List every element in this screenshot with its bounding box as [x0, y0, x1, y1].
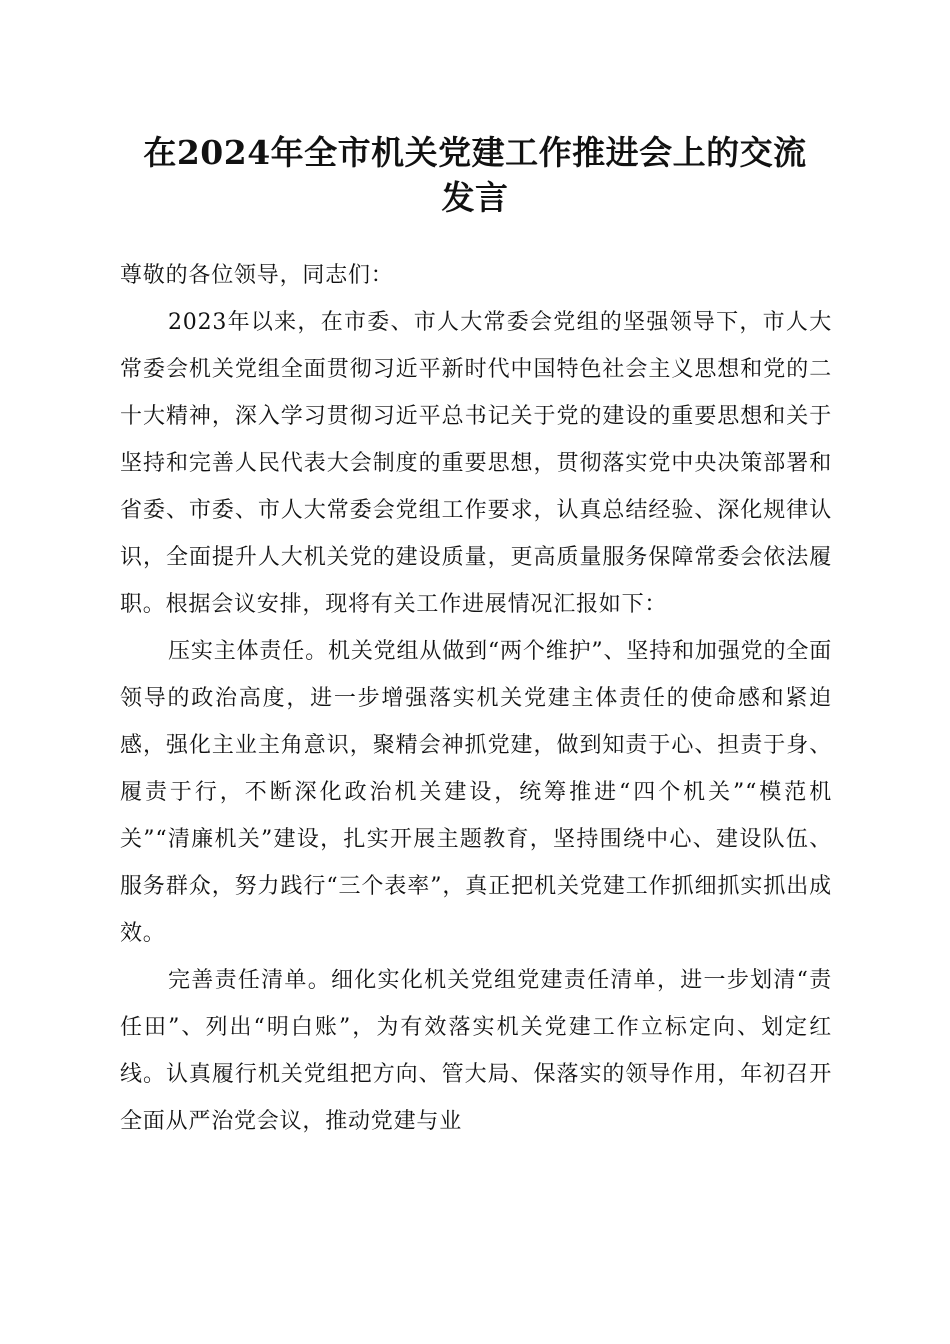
paragraph-responsibility: 压实主体责任。机关党组从做到“两个维护”、坚持和加强党的全面领导的政治高度，进一步增强落实机关党建主体责任的使命感和紧迫感，强化主业主角意识，聚精会神抓党建，做到知责于心、担责于身、履责于行，不断深化政治机关建设，统筹推进“四个机关”“模范机关”“清廉机关”建设，扎实开展主题教育，坚持围绕中心、建设队伍、服务群众，努力践行“三个表率”，真正把机关党建工作抓细抓实抓出成效。	[120, 639, 832, 946]
document-title	[110, 130, 840, 220]
paragraph-intro: 2023年以来，在市委、市人大常委会党组的坚强领导下，市人大常委会机关党组全面贯彻习近平新时代中国特色社会主义思想和党的二十大精神，深入学习贯彻习近平总书记关于党的建设的重要思想和关于坚持和完善人民代表大会制度的重要思想，贯彻落实党中央决策部署和省委、市委、市人大常委会党组工作要求，认真总结经验、深化规律认识，全面提升人大机关党的建设质量，更高质量服务保障常委会依法履职。根据会议安排，现将有关工作进展情况汇报如下：	[120, 310, 832, 617]
document-body	[120, 252, 832, 1145]
salutation: 尊敬的各位领导，同志们：	[120, 263, 394, 288]
title-line-1: 在2024年全市机关党建工作推进会上的交流	[143, 133, 807, 172]
paragraph-checklist: 完善责任清单。细化实化机关党组党建责任清单，进一步划清“责任田”、列出“明白账”，为有效落实机关党建工作立标定向、划定红线。认真履行机关党组把方向、管大局、保落实的领导作用，年初召开全面从严治党会议，推动党建与业	[120, 968, 832, 1134]
title-line-2: 发言	[441, 178, 509, 217]
